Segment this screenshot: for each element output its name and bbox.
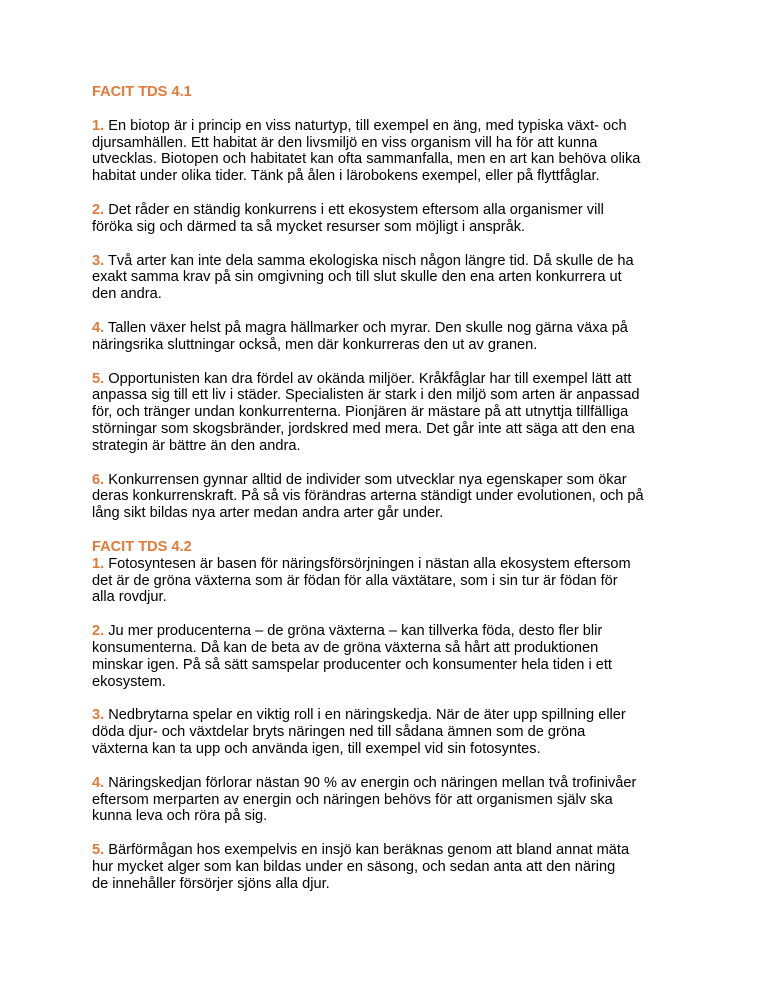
answer-text: de innehåller försörjer sjöns alla djur. bbox=[92, 875, 330, 892]
answer-text: habitat under olika tider. Tänk på ålen i lärobokens exempel, eller på flyttfåglar. bbox=[92, 168, 600, 185]
answer-text: Bärförmågan hos exempelvis en insjö kan beräknas genom att bland annat mäta bbox=[108, 842, 630, 859]
answer-text: lång sikt bildas nya arter medan andra arter går under. bbox=[92, 505, 444, 522]
answer-text: konsumenterna. Då kan de beta av de gröna växterna så hårt att produktionen bbox=[92, 639, 599, 656]
answer-item bbox=[92, 253, 692, 303]
answer-item bbox=[92, 556, 692, 606]
answer-text: minskar igen. På så sätt samspelar producenter och konsumenter hela tiden i ett bbox=[92, 656, 612, 673]
answer-text: Det råder en ständig konkurrens i ett ekosystem eftersom alla organismer vill bbox=[108, 201, 604, 218]
section-heading: FACIT TDS 4.1 bbox=[92, 84, 192, 100]
answer-item bbox=[92, 320, 692, 354]
answer-item bbox=[92, 842, 692, 892]
answer-text: Näringskedjan förlorar nästan 90 % av energin och näringen mellan två trofinivåer bbox=[108, 774, 637, 791]
answer-number: 2. bbox=[92, 201, 105, 218]
answer-text: Fotosyntesen är basen för näringsförsörjningen i nästan alla ekosystem eftersom bbox=[108, 555, 631, 572]
answer-text: växterna kan ta upp och använda igen, till exempel vid sin fotosyntes. bbox=[92, 740, 541, 757]
answer-number: 5. bbox=[92, 370, 105, 387]
answer-text: deras konkurrenskraft. På så vis förändras arterna ständigt under evolutionen, och på bbox=[92, 488, 644, 505]
answer-item bbox=[92, 707, 692, 757]
answer-number: 5. bbox=[92, 842, 105, 859]
answer-number: 1. bbox=[92, 555, 105, 572]
answer-item bbox=[92, 472, 692, 522]
answer-number: 1. bbox=[92, 117, 105, 134]
answer-text: näringsrika sluttningar också, men där konkurreras den ut av granen. bbox=[92, 336, 538, 353]
answer-text: Nedbrytarna spelar en viktig roll i en näringskedja. När de äter upp spillning eller bbox=[108, 707, 626, 724]
answer-text: djursamhällen. Ett habitat är den livsmiljö en viss organism vill ha för att kunna bbox=[92, 134, 598, 151]
answer-text: Ju mer producenterna – de gröna växterna – kan tillverka föda, desto fler blir bbox=[108, 623, 603, 640]
answer-text: hur mycket alger som kan bildas under en säsong, och sedan anta att den näring bbox=[92, 858, 616, 875]
answer-number: 4. bbox=[92, 319, 105, 336]
answer-text: strategin är bättre än den andra. bbox=[92, 437, 301, 454]
answer-text: den andra. bbox=[92, 286, 162, 303]
answer-item bbox=[92, 118, 692, 185]
answer-number: 3. bbox=[92, 252, 105, 269]
answer-text: ekosystem. bbox=[92, 673, 166, 690]
answer-number: 3. bbox=[92, 707, 105, 724]
section-tds-4-1 bbox=[92, 84, 692, 522]
answer-text: Tallen växer helst på magra hällmarker och myrar. Den skulle nog gärna växa på bbox=[107, 319, 628, 336]
answer-item bbox=[92, 371, 692, 455]
answer-text: Konkurrensen gynnar alltid de individer som utvecklar nya egenskaper som ökar bbox=[108, 471, 627, 488]
answer-number: 4. bbox=[92, 774, 105, 791]
answer-text: kunna leva och röra på sig. bbox=[92, 808, 268, 825]
answer-item bbox=[92, 202, 692, 236]
answer-text: alla rovdjur. bbox=[92, 589, 167, 606]
answer-text: det är de gröna växterna som är födan för alla växtätare, som i sin tur är födan för bbox=[92, 572, 618, 589]
answer-number: 2. bbox=[92, 623, 105, 640]
answer-text: föröka sig och därmed ta så mycket resurser som möjligt i anspråk. bbox=[92, 218, 526, 235]
answer-text: Opportunisten kan dra fördel av okända miljöer. Kråkfåglar har till exempel lätt att bbox=[108, 370, 632, 387]
answer-text: döda djur- och växtdelar bryts näringen ned till sådana ämnen som de gröna bbox=[92, 724, 586, 741]
answer-text: för, och tränger undan konkurrenterna. Pionjären är mästare på att utnyttja tillfälliga bbox=[92, 404, 629, 421]
answer-item bbox=[92, 775, 692, 825]
answer-text: En biotop är i princip en viss naturtyp, till exempel en äng, med typiska växt- och bbox=[108, 117, 627, 134]
answer-item bbox=[92, 623, 692, 690]
answer-text: störningar som skogsbränder, jordskred med mera. Det går inte att säga att den ena bbox=[92, 420, 635, 437]
answer-text: exakt samma krav på sin omgivning och till slut skulle den ena arten konkurrera ut bbox=[92, 269, 622, 286]
answer-number: 6. bbox=[92, 471, 105, 488]
answer-text: Två arter kan inte dela samma ekologiska nisch någon längre tid. Då skulle de ha bbox=[107, 252, 634, 269]
answer-text: utvecklas. Biotopen och habitatet kan ofta sammanfalla, men en art kan behöva olika bbox=[92, 151, 641, 168]
answer-text: eftersom merparten av energin och näringen behövs för att organismen själv ska bbox=[92, 791, 613, 808]
section-tds-4-2 bbox=[92, 539, 692, 893]
document-page bbox=[92, 84, 692, 909]
section-heading: FACIT TDS 4.2 bbox=[92, 538, 192, 555]
answer-text: anpassa sig till ett liv i städer. Specialisten är stark i den miljö som arten är anpassad bbox=[92, 387, 640, 404]
